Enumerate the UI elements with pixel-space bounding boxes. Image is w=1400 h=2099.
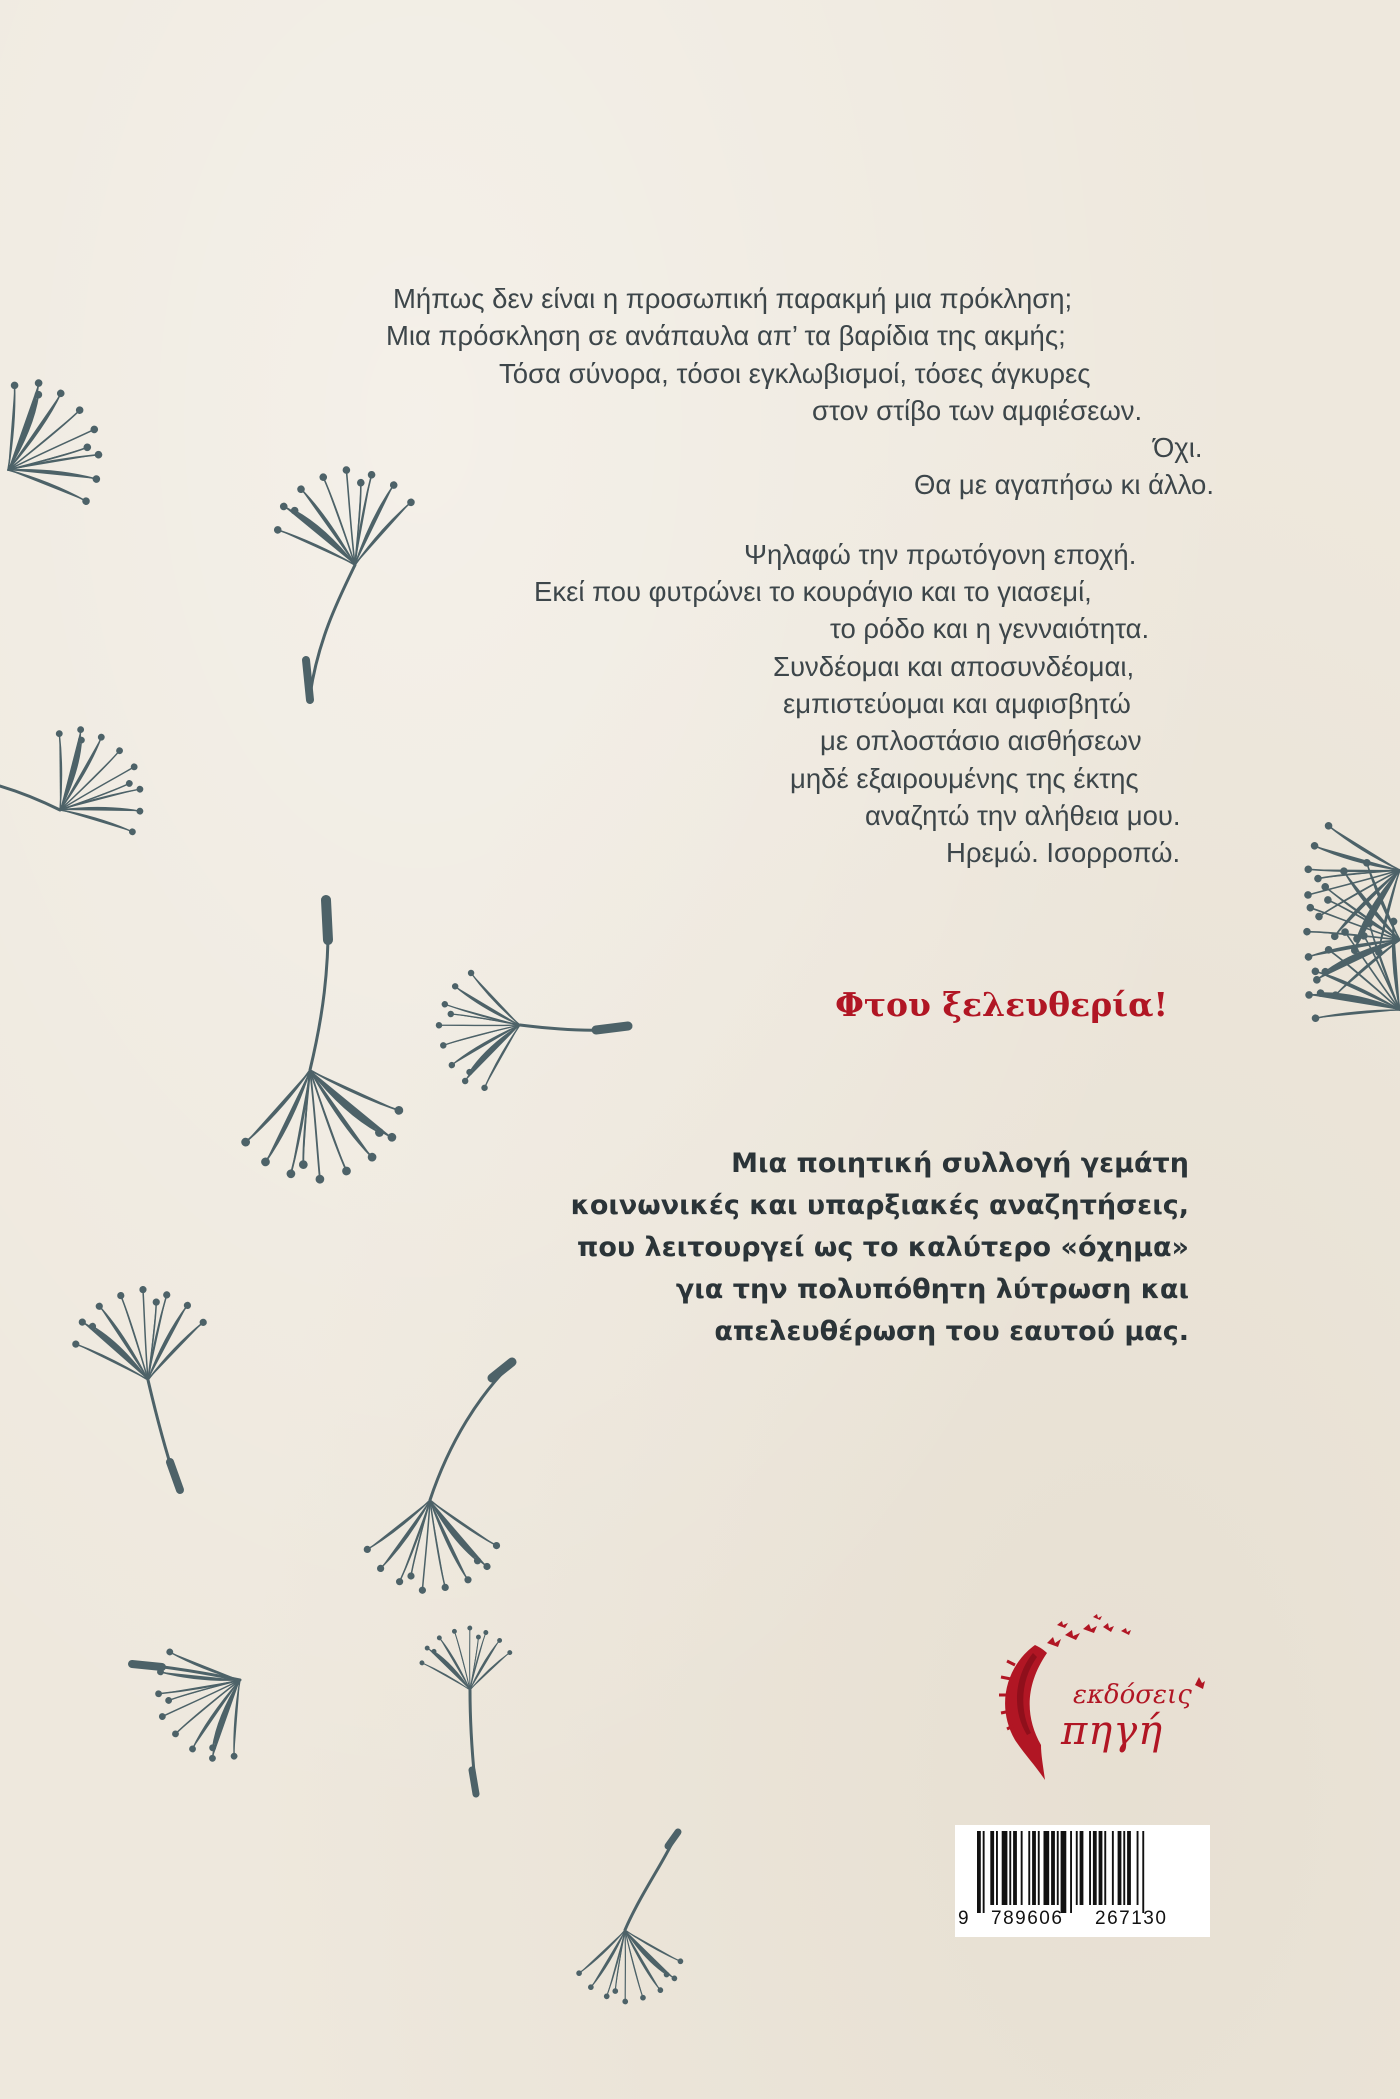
barcode-bar bbox=[977, 1831, 981, 1913]
poem-stanza-1 bbox=[300, 280, 1214, 504]
barcode-bar bbox=[1127, 1831, 1131, 1905]
barcode-bar bbox=[1009, 1831, 1011, 1905]
poem-line: το ρόδο και η γενναιότητα. bbox=[830, 613, 1150, 645]
barcode-bar bbox=[1123, 1831, 1125, 1905]
poem-line: Τόσα σύνορα, τόσοι εγκλωβισμοί, τόσες άγκυρες bbox=[499, 357, 1091, 389]
poem-line: Μια πρόσκληση σε ανάπαυλα απ’ τα βαρίδια της ακμής; bbox=[386, 320, 1066, 352]
barcode-bar bbox=[1061, 1831, 1067, 1913]
publisher-logo bbox=[985, 1605, 1215, 1785]
poem bbox=[300, 280, 1214, 871]
barcode-bar bbox=[983, 1831, 985, 1913]
barcode-bar bbox=[1013, 1831, 1017, 1905]
barcode-bar bbox=[1089, 1831, 1091, 1905]
poem-line: εμπιστεύομαι και αμφισβητώ bbox=[783, 687, 1131, 719]
barcode-bar bbox=[1142, 1831, 1144, 1913]
blurb-line: που λειτουργεί ως το καλύτερο «όχημα» bbox=[577, 1232, 1189, 1263]
blurb-line: Μια ποιητική συλλογή γεμάτη bbox=[731, 1148, 1189, 1179]
barcode-bar bbox=[996, 1831, 998, 1905]
barcode-bar bbox=[1002, 1831, 1008, 1905]
blurb-line: για την πολυπόθητη λύτρωση και bbox=[675, 1274, 1189, 1305]
exclamation-title: Φτου ξελευθερία! bbox=[835, 985, 1168, 1024]
poem-line: Μήπως δεν είναι η προσωπική παρακμή μια πρόκληση; bbox=[393, 283, 1073, 314]
barcode-bar bbox=[1137, 1831, 1139, 1905]
poem-stanza-2 bbox=[300, 536, 1200, 872]
back-cover-blurb bbox=[300, 1143, 1189, 1353]
barcode-bar bbox=[1070, 1831, 1072, 1913]
barcode-bar bbox=[1038, 1831, 1040, 1905]
poem-line: Όχι. bbox=[1153, 432, 1203, 464]
barcode-bar bbox=[1028, 1831, 1030, 1905]
isbn-barcode bbox=[955, 1825, 1210, 1937]
poem-line: αναζητώ την αλήθεια μου. bbox=[865, 799, 1181, 831]
isbn-group-2: 267130 bbox=[1095, 1908, 1168, 1929]
poem-line: μηδέ εξαιρουμένης της έκτης bbox=[790, 762, 1139, 794]
barcode-bar bbox=[1057, 1831, 1059, 1905]
barcode-bar bbox=[1080, 1831, 1084, 1905]
barcode-bar bbox=[1112, 1831, 1114, 1905]
isbn-group-1: 789606 bbox=[991, 1908, 1064, 1929]
publisher-name-line1: εκδόσεις bbox=[1073, 1680, 1192, 1710]
poem-line: Ψηλαφώ την πρωτόγονη εποχή. bbox=[744, 538, 1137, 570]
poem-line: Ηρεμώ. Ισορροπώ. bbox=[946, 837, 1181, 869]
barcode-bar bbox=[990, 1831, 994, 1905]
barcode-bar bbox=[1032, 1831, 1036, 1905]
blurb-line: κοινωνικές και υπαρξιακές αναζητήσεις, bbox=[570, 1190, 1189, 1221]
publisher-name-line2: πηγή bbox=[1061, 1708, 1164, 1754]
barcode-bar bbox=[1021, 1831, 1023, 1905]
poem-line: με οπλοστάσιο αισθήσεων bbox=[820, 725, 1142, 757]
blurb-line: απελευθέρωση του εαυτού μας. bbox=[714, 1316, 1189, 1347]
barcode-bar bbox=[1104, 1831, 1106, 1905]
barcode-bar bbox=[1076, 1831, 1078, 1905]
poem-line: Συνδέομαι και αποσυνδέομαι, bbox=[773, 650, 1135, 682]
barcode-bar bbox=[1044, 1831, 1050, 1905]
poem-line: Θα με αγαπήσω κι άλλο. bbox=[914, 469, 1214, 501]
barcode-bar bbox=[1099, 1831, 1103, 1905]
barcode-bar bbox=[1118, 1831, 1122, 1905]
poem-line: στον στίβο των αμφιέσεων. bbox=[812, 394, 1143, 426]
barcode-bar bbox=[1093, 1831, 1097, 1905]
barcode-bar bbox=[1051, 1831, 1055, 1905]
isbn-lead-digit: 9 bbox=[958, 1908, 969, 1929]
poem-line: Εκεί που φυτρώνει το κουράγιο και το γιασεμί, bbox=[534, 576, 1092, 608]
